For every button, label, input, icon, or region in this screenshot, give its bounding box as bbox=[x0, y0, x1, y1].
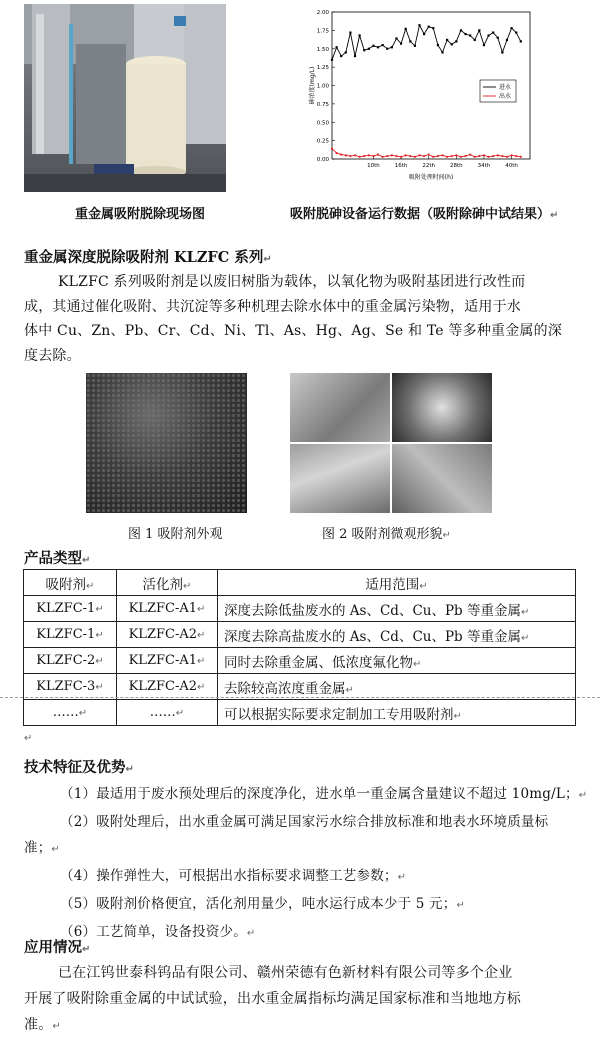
x-axis-label: 吸附处理时间(h) bbox=[408, 174, 454, 181]
cell-adsorbent: KLZFC-2↵ bbox=[24, 648, 117, 674]
y-tick-label: 1.50 bbox=[316, 46, 329, 53]
data-point-inflow bbox=[441, 51, 443, 53]
data-point-outflow bbox=[437, 155, 439, 157]
data-point-outflow bbox=[428, 153, 430, 155]
data-point-inflow bbox=[506, 39, 508, 41]
data-point-inflow bbox=[460, 29, 462, 31]
data-point-outflow bbox=[441, 154, 443, 156]
chart-caption-text: 吸附脱砷设备运行数据（吸附除砷中试结果） bbox=[290, 207, 551, 222]
y-tick-label: 0.00 bbox=[316, 157, 329, 163]
section-title-features: 技术特征及优势↵ bbox=[24, 759, 134, 776]
data-point-outflow bbox=[423, 155, 425, 157]
data-point-outflow bbox=[336, 152, 338, 154]
data-point-inflow bbox=[510, 27, 512, 29]
data-point-outflow bbox=[520, 156, 522, 158]
equipment-site-photo bbox=[24, 4, 226, 192]
intro-line: 成，其通过催化吸附、共沉淀等多种机理去除水体中的重金属污染物，适用于水 bbox=[24, 298, 521, 315]
data-point-outflow bbox=[340, 153, 342, 155]
data-point-inflow bbox=[386, 48, 388, 50]
header-scope: 适用范围↵ bbox=[218, 570, 576, 596]
data-point-outflow bbox=[377, 153, 379, 155]
data-point-outflow bbox=[487, 156, 489, 158]
x-tick-label: 40th bbox=[505, 163, 518, 169]
data-point-outflow bbox=[515, 155, 517, 157]
legend-label: 出水 bbox=[499, 93, 512, 100]
data-point-outflow bbox=[386, 155, 388, 157]
data-point-outflow bbox=[501, 155, 503, 157]
data-point-outflow bbox=[405, 154, 407, 156]
table-row bbox=[24, 674, 576, 700]
data-point-outflow bbox=[432, 156, 434, 158]
y-tick-label: 0.75 bbox=[316, 101, 329, 108]
feature-item: 准；↵ bbox=[24, 840, 60, 856]
cell-activator: KLZFC-A2↵ bbox=[117, 674, 218, 700]
application-title-text: 应用情况 bbox=[24, 939, 82, 956]
data-point-inflow bbox=[455, 40, 457, 42]
feature-item: （4）操作弹性大，可根据出水指标要求调整工艺参数；↵ bbox=[60, 868, 407, 884]
y-tick-label: 0.25 bbox=[316, 138, 329, 145]
data-point-inflow bbox=[409, 40, 411, 42]
data-point-inflow bbox=[345, 51, 347, 53]
x-tick-label: 10th bbox=[367, 163, 380, 169]
data-point-outflow bbox=[455, 154, 457, 156]
data-point-outflow bbox=[464, 155, 466, 157]
section-title-products: 产品类型↵ bbox=[24, 550, 91, 567]
data-point-outflow bbox=[359, 156, 361, 158]
figure2-caption-text: 图 2 吸附剂微观形貌 bbox=[322, 527, 443, 542]
data-point-inflow bbox=[349, 31, 351, 33]
data-point-outflow bbox=[418, 154, 420, 156]
features-list bbox=[24, 781, 594, 947]
cell-adsorbent: ……↵ bbox=[24, 700, 117, 726]
data-point-inflow bbox=[395, 37, 397, 39]
cell-activator: KLZFC-A2↵ bbox=[117, 622, 218, 648]
figure1-caption: 图 1 吸附剂外观 bbox=[128, 527, 223, 542]
x-tick-label: 22th bbox=[422, 163, 436, 169]
cell-scope: 深度去除高盐废水的 As、Cd、Cu、Pb 等重金属↵ bbox=[218, 622, 576, 648]
chart-caption: 吸附脱砷设备运行数据（吸附除砷中试结果）↵ bbox=[290, 207, 559, 222]
cell-scope: 可以根据实际要求定制加工专用吸附剂↵ bbox=[218, 700, 576, 726]
features-title-text: 技术特征及优势 bbox=[24, 759, 126, 776]
intro-line: KLZFC 系列吸附剂是以废旧树脂为载体，以氧化物为吸附基团进行改性而 bbox=[58, 274, 526, 290]
data-point-inflow bbox=[400, 43, 402, 45]
intro-paragraph bbox=[24, 270, 584, 368]
table-row bbox=[24, 700, 576, 726]
adsorbent-appearance-photo bbox=[86, 373, 247, 513]
data-point-inflow bbox=[359, 34, 361, 36]
data-point-outflow bbox=[510, 154, 512, 156]
feature-item: （1）最适用于废水预处理后的深度净化，进水单一重金属含量建议不超过 10mg/L；↵ bbox=[60, 786, 588, 802]
data-point-inflow bbox=[487, 34, 489, 36]
data-point-outflow bbox=[469, 153, 471, 155]
products-title-text: 产品类型 bbox=[24, 550, 82, 567]
data-point-inflow bbox=[382, 44, 384, 46]
y-axis-label: 砷浓度(mg/L) bbox=[309, 66, 316, 105]
data-point-inflow bbox=[469, 34, 471, 36]
data-point-inflow bbox=[428, 26, 430, 28]
cell-scope: 同时去除重金属、低浓度氟化物↵ bbox=[218, 648, 576, 674]
data-point-outflow bbox=[497, 154, 499, 156]
data-point-outflow bbox=[460, 156, 462, 158]
product-table bbox=[23, 569, 576, 726]
table-row bbox=[24, 596, 576, 622]
data-point-inflow bbox=[451, 43, 453, 45]
cell-scope: 去除较高浓度重金属↵ bbox=[218, 674, 576, 700]
section-title-adsorbent: 重金属深度脱除吸附剂 KLZFC 系列↵ bbox=[24, 249, 272, 266]
intro-line: 体中 Cu、Zn、Pb、Cr、Cd、Ni、Tl、As、Hg、Ag、Se 和 Te 等多种重金属的深 bbox=[24, 323, 563, 339]
data-point-outflow bbox=[451, 155, 453, 157]
data-point-inflow bbox=[368, 48, 370, 50]
data-point-inflow bbox=[520, 40, 522, 42]
data-point-inflow bbox=[501, 51, 503, 53]
cell-activator: KLZFC-A1↵ bbox=[117, 596, 218, 622]
header-activator: 活化剂↵ bbox=[117, 570, 218, 596]
cell-adsorbent: KLZFC-3↵ bbox=[24, 674, 117, 700]
data-point-inflow bbox=[336, 46, 338, 48]
site-photo-caption: 重金属吸附脱除现场图 bbox=[75, 207, 206, 222]
data-point-outflow bbox=[474, 156, 476, 158]
paragraph-mark: ↵ bbox=[24, 733, 33, 744]
data-point-inflow bbox=[437, 44, 439, 46]
header-adsorbent: 吸附剂↵ bbox=[24, 570, 117, 596]
data-point-inflow bbox=[363, 49, 365, 51]
cell-adsorbent: KLZFC-1↵ bbox=[24, 622, 117, 648]
series-line-inflow bbox=[332, 25, 521, 60]
feature-item: （5）吸附剂价格便宜，活化剂用量少，吨水运行成本少于 5 元；↵ bbox=[60, 896, 466, 912]
data-point-outflow bbox=[478, 155, 480, 157]
data-point-inflow bbox=[423, 33, 425, 35]
y-tick-label: 0.50 bbox=[316, 120, 329, 127]
y-tick-label: 1.00 bbox=[316, 83, 329, 90]
application-line: 已在江钨世泰科钨品有限公司、赣州荣德有色新材料有限公司等多个企业 bbox=[58, 965, 513, 981]
intro-line: 度去除。 bbox=[24, 347, 81, 364]
arsenic-chart bbox=[300, 4, 540, 184]
data-point-outflow bbox=[395, 155, 397, 157]
x-tick-label: 28th bbox=[449, 163, 463, 169]
data-point-inflow bbox=[492, 31, 494, 33]
data-point-outflow bbox=[372, 155, 374, 157]
data-point-outflow bbox=[409, 155, 411, 157]
data-point-outflow bbox=[331, 148, 333, 150]
table-row bbox=[24, 648, 576, 674]
sem-image-3 bbox=[290, 444, 390, 513]
data-point-outflow bbox=[382, 156, 384, 158]
data-point-outflow bbox=[368, 154, 370, 156]
application-line: 准。↵ bbox=[24, 1017, 61, 1033]
feature-item: （2）吸附处理后，出水重金属可满足国家污水综合排放标准和地表水环境质量标 bbox=[60, 814, 549, 830]
page-break-line bbox=[0, 697, 600, 698]
application-line: 开展了吸附除重金属的中试试验，出水重金属指标均满足国家标准和当地地方标 bbox=[24, 991, 521, 1007]
cell-activator: ……↵ bbox=[117, 700, 218, 726]
data-point-outflow bbox=[345, 154, 347, 156]
data-point-inflow bbox=[391, 46, 393, 48]
x-tick-label: 34th bbox=[477, 163, 491, 169]
section-title-text: 重金属深度脱除吸附剂 KLZFC 系列 bbox=[24, 249, 264, 266]
data-point-inflow bbox=[478, 29, 480, 31]
data-point-inflow bbox=[464, 33, 466, 35]
table-row bbox=[24, 622, 576, 648]
data-point-outflow bbox=[492, 155, 494, 157]
feature-item: （6）工艺简单，设备投资少。↵ bbox=[60, 924, 256, 940]
data-point-outflow bbox=[506, 156, 508, 158]
data-point-inflow bbox=[354, 55, 356, 57]
y-tick-label: 1.75 bbox=[316, 28, 329, 35]
data-point-inflow bbox=[377, 46, 379, 48]
data-point-inflow bbox=[414, 45, 416, 47]
data-point-outflow bbox=[354, 154, 356, 156]
sem-image-4 bbox=[392, 444, 492, 513]
data-point-inflow bbox=[515, 31, 517, 33]
data-point-outflow bbox=[391, 154, 393, 156]
cell-adsorbent: KLZFC-1↵ bbox=[24, 596, 117, 622]
legend-label: 进水 bbox=[499, 84, 512, 91]
section-title-application: 应用情况↵ bbox=[24, 939, 91, 956]
arsenic-chart-svg bbox=[300, 4, 540, 184]
cell-scope: 深度去除低盐废水的 As、Cd、Cu、Pb 等重金属↵ bbox=[218, 596, 576, 622]
data-point-inflow bbox=[474, 39, 476, 41]
data-point-outflow bbox=[363, 155, 365, 157]
application-paragraph bbox=[24, 960, 590, 1040]
data-point-outflow bbox=[400, 156, 402, 158]
data-point-inflow bbox=[483, 44, 485, 46]
data-point-outflow bbox=[349, 155, 351, 157]
data-point-outflow bbox=[446, 156, 448, 158]
x-tick-label: 16th bbox=[394, 163, 408, 169]
sem-image-1 bbox=[290, 373, 390, 442]
cell-activator: KLZFC-A1↵ bbox=[117, 648, 218, 674]
data-point-inflow bbox=[446, 39, 448, 41]
sem-image-2 bbox=[392, 373, 492, 442]
adsorbent-micro-photos bbox=[290, 373, 492, 513]
figure2-caption: 图 2 吸附剂微观形貌↵ bbox=[322, 527, 451, 542]
data-point-inflow bbox=[331, 59, 333, 61]
y-tick-label: 1.25 bbox=[316, 65, 329, 72]
data-point-inflow bbox=[497, 37, 499, 39]
data-point-inflow bbox=[340, 55, 342, 57]
data-point-inflow bbox=[372, 45, 374, 47]
data-point-inflow bbox=[418, 24, 420, 26]
data-point-inflow bbox=[405, 28, 407, 30]
data-point-inflow bbox=[432, 27, 434, 29]
data-point-outflow bbox=[483, 154, 485, 156]
y-tick-label: 2.00 bbox=[316, 10, 329, 16]
table-header-row bbox=[24, 570, 576, 596]
data-point-outflow bbox=[414, 156, 416, 158]
